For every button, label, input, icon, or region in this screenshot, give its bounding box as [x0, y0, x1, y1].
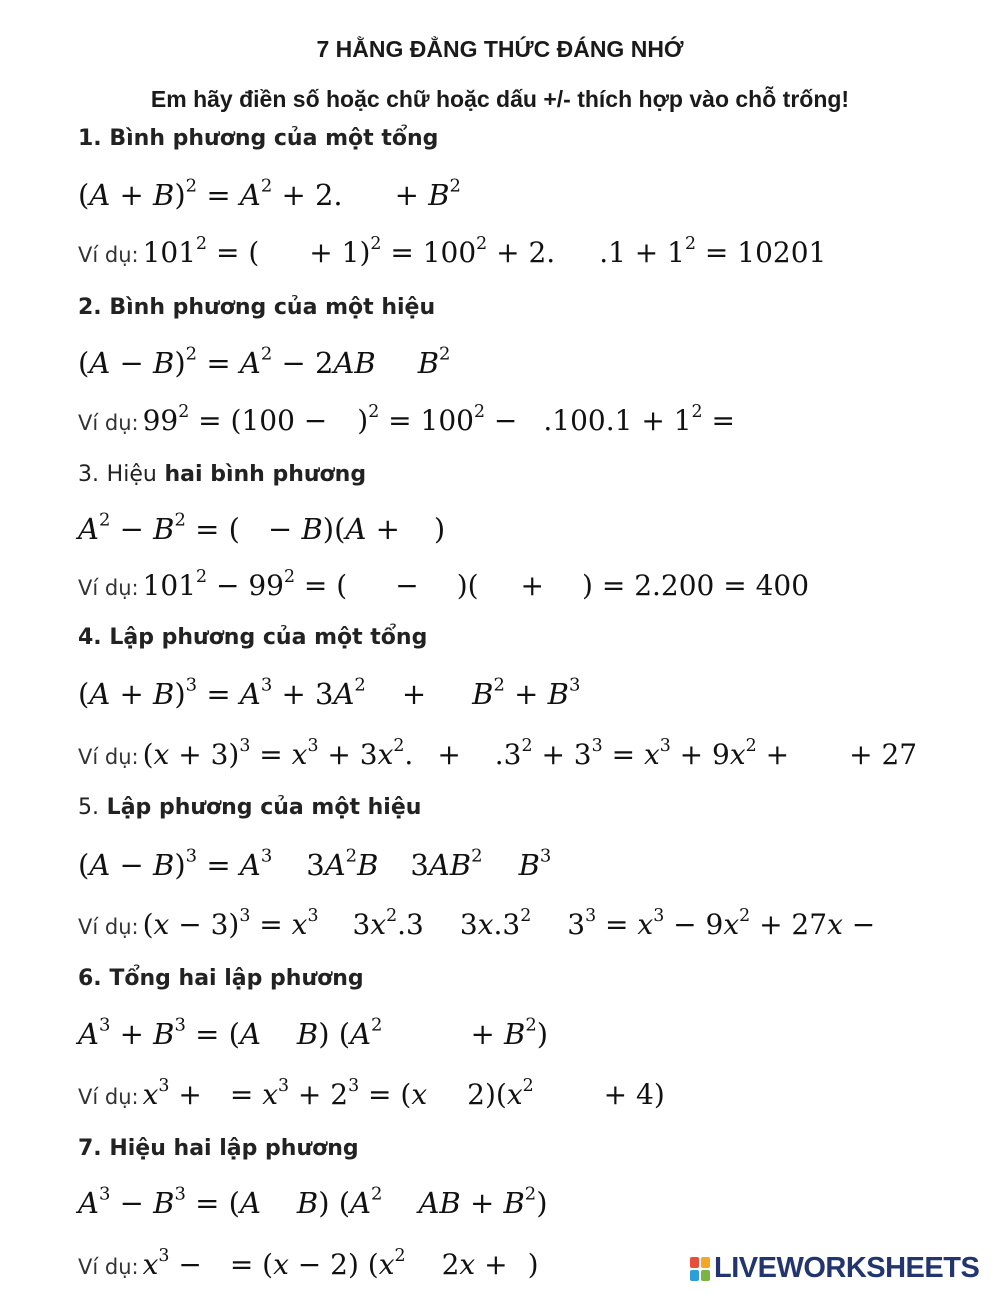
section-6-heading — [78, 966, 364, 991]
section-2-heading — [78, 295, 435, 320]
formula-3: $A^2 - B^2$ = ( − B)(A + ) — [78, 509, 446, 546]
section-title: Hiệu hai lập phương — [109, 1136, 359, 1161]
section-3-heading — [78, 462, 366, 487]
section-title-bold: hai bình phương — [164, 462, 367, 487]
example-label: Ví dụ: — [78, 576, 139, 600]
section-5-heading — [78, 795, 421, 820]
section-title: Bình phương của một tổng — [109, 126, 439, 151]
example-label: Ví dụ: — [78, 243, 139, 267]
section-number: 2. — [78, 295, 102, 320]
example-label: Ví dụ: — [78, 745, 139, 769]
section-4-heading — [78, 625, 427, 650]
section-number: 1. — [78, 126, 102, 151]
section-number: 6. — [78, 966, 102, 991]
section-title: Bình phương của một hiệu — [109, 295, 436, 320]
example-1: Ví dụ: $101^2$ = ( + $1)^2 = 100^2 + 2$. $.1 + 1^2 = 10201$ — [78, 233, 827, 269]
section-title: Lập phương của một tổng — [109, 625, 428, 650]
formula-2: $(A - B)^2 = A^2 - 2AB$ $B^2$ — [78, 343, 451, 380]
section-number: 7. — [78, 1136, 102, 1161]
logo-text: LIVEWORKSHEETS — [714, 1252, 980, 1284]
example-2: Ví dụ: $99^2 = (100 - )^2 = 100^2 - .100.1 + 1^2$ = — [78, 401, 735, 437]
worksheet-title: 7 HẰNG ĐẲNG THỨC ĐÁNG NHỚ — [316, 36, 684, 62]
section-title: Lập phương của một hiệu — [106, 795, 422, 820]
example-7: Ví dụ: $x^3$ − = (x − 2) ($x^2$ 2x + ) — [78, 1245, 539, 1281]
example-4: Ví dụ: $(x + 3)^3 = x^3 + 3x^2$. + $.3^2 + 3^3 = x^3 + 9x^2$ + + 27 — [78, 735, 918, 771]
example-5: Ví dụ: $(x - 3)^3 = x^3$ $3x^2.3$ $3x.3^2$ $3^3 = x^3 - 9x^2 + 27x$ − — [78, 905, 876, 941]
logo-tile — [701, 1270, 710, 1281]
formula-4: $(A + B)^3 = A^3 + 3A^2 + B^2 + B^3$ — [78, 674, 581, 711]
section-1-heading — [78, 126, 438, 151]
section-number: 4. — [78, 625, 102, 650]
section-title-prefix: Hiệu — [106, 462, 157, 487]
logo-tile — [701, 1257, 710, 1268]
liveworksheets-logo — [690, 1252, 979, 1285]
formula-7: $A^3 - B^3 = (A$ B) ($A^2$ AB + $B^2$) — [78, 1183, 548, 1220]
formula-5: $(A - B)^3 = A^3$ $3A^2B$ $3AB^2$ $B^3$ — [78, 845, 552, 882]
example-3: Ví dụ: $101^2 - 99^2$ = ( − )( + ) = 2.200 = 400 — [78, 566, 810, 602]
logo-icon — [690, 1257, 710, 1281]
example-label: Ví dụ: — [78, 915, 139, 939]
example-label: Ví dụ: — [78, 411, 139, 435]
logo-tile — [690, 1270, 699, 1281]
section-number: 5. — [78, 795, 99, 820]
example-label: Ví dụ: — [78, 1255, 139, 1279]
section-7-heading — [78, 1136, 359, 1161]
formula-6: $A^3 + B^3 = (A$ B) $(A^2 + B^2)$ — [78, 1014, 549, 1051]
logo-tile — [690, 1257, 699, 1268]
formula-1: $(A + B)^2 = A^2 + 2$. + $B^2$ — [78, 175, 461, 212]
example-label: Ví dụ: — [78, 1085, 139, 1109]
instruction-text: Em hãy điền số hoặc chữ hoặc dấu +/- thích hợp vào chỗ trống! — [150, 86, 850, 112]
section-title: Tổng hai lập phương — [109, 966, 364, 991]
section-number: 3. — [78, 462, 99, 487]
example-6: Ví dụ: $x^3$ + = $x^3 + 2^3 = (x$ $2)(x^2 + 4)$ — [78, 1075, 665, 1111]
